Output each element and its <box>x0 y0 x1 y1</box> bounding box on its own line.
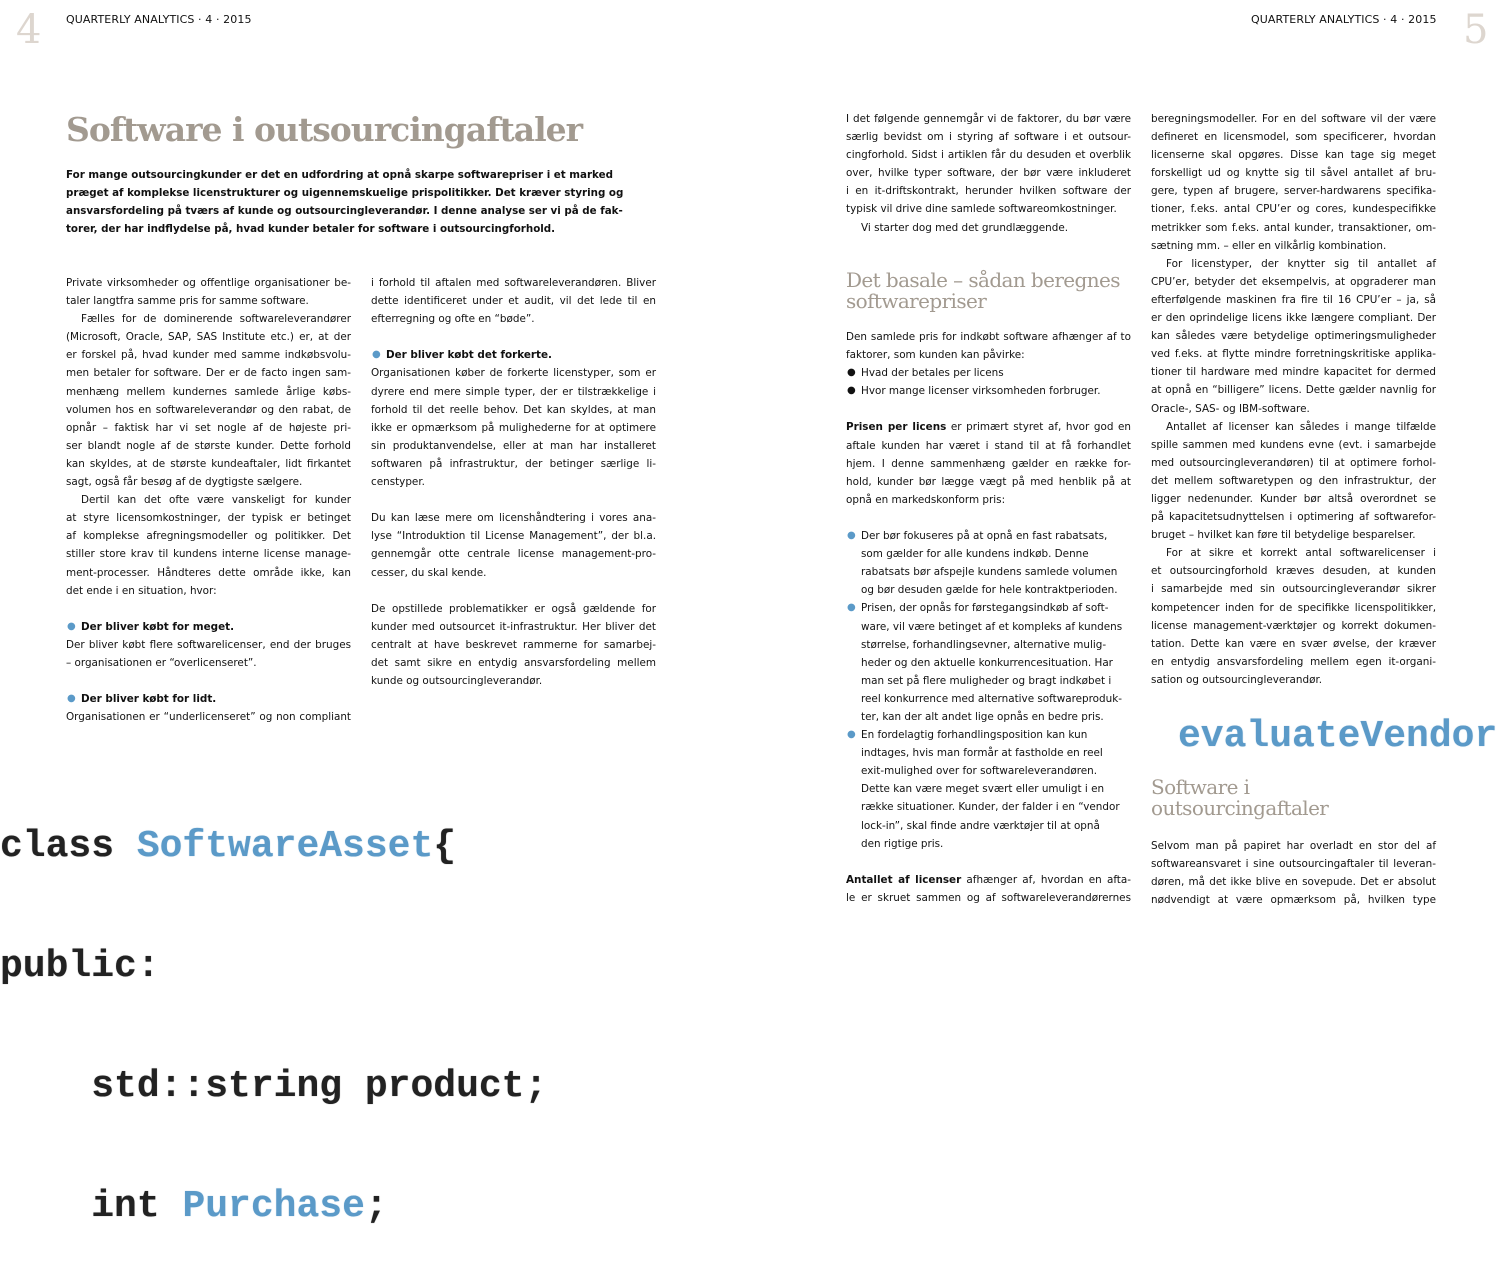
paragraph-line <box>66 419 351 437</box>
line-text: tioner til hardware med mindre kapacitet for dermed <box>1151 366 1436 379</box>
line-text: et outsourcingforhold kræves desuden, at kunden <box>1151 565 1436 578</box>
line-text: defineret en licensmodel, som specificerer, hvordan <box>1151 131 1436 144</box>
line-text: Dertil kan det ofte være vanskeligt for kunder <box>81 494 351 507</box>
paragraph-line <box>1151 146 1436 164</box>
line-text: I det følgende gennemgår vi de faktorer, du bør være <box>846 113 1131 125</box>
bullet-heading <box>66 618 351 636</box>
line-text: Private virksomheder og offentlige organisationer be- <box>66 277 351 289</box>
paragraph-line <box>846 328 1131 346</box>
code-graphic-evaluate-vendor: evaluateVendor <box>1178 715 1498 758</box>
paragraph-line <box>1151 219 1436 237</box>
paragraph-line <box>66 274 351 292</box>
list-item-line <box>846 672 1131 690</box>
paragraph-line <box>1151 855 1436 873</box>
list-item-text: Prisen, der opnås for førstegangsindkøb af soft- <box>861 602 1109 615</box>
paragraph-line <box>1151 182 1436 200</box>
line-text: at opnå en “billigere” licens. Dette gælder navnlig for <box>1151 384 1436 397</box>
line-text: kunde og outsourcingleverandør. <box>371 675 543 688</box>
line-text: Antallet af licenser kan således i mange tilfælde <box>1166 420 1436 433</box>
code-keyword: class <box>0 825 137 868</box>
paragraph-line <box>66 364 351 382</box>
line-text: hjem. I denne sammenhæng gælder en række for- <box>846 457 1131 470</box>
paragraph-line <box>371 292 656 310</box>
paragraph-line <box>371 364 656 382</box>
line-text: metrikker som f.eks. antal kunder, transaktioner, om- <box>1151 221 1436 234</box>
line-text: det mellem softwaretypen og den infrastruktur, der <box>1151 474 1436 487</box>
line-text: hold, kunder bør lægge vægt på med henblik på at <box>846 475 1131 488</box>
bullet-icon: ● <box>847 602 856 614</box>
paragraph-line <box>1151 255 1436 273</box>
bullet-icon: ● <box>67 693 76 705</box>
line-text: le er skruet sammen og af softwareleverandørernes <box>846 891 1131 904</box>
paragraph-line <box>371 419 656 437</box>
paragraph-line <box>371 509 656 527</box>
line-text: Du kan læse mere om licenshåndtering i vores ana- <box>371 512 656 525</box>
paragraph-line <box>1151 309 1436 327</box>
line-text: kan skyldes, at de største kundeaftaler, lidt firkantet <box>66 457 351 470</box>
line-text: døren, må det ikke blive en sovepude. Det er absolut <box>1151 876 1436 889</box>
page-number-right: 5 <box>1463 7 1489 53</box>
line-text: Oracle-, SAS- og IBM-software. <box>1151 402 1310 415</box>
line-text: taler langtfra samme pris for samme software. <box>66 295 309 308</box>
article-lead <box>66 166 666 238</box>
spacer <box>371 582 656 600</box>
spacer <box>846 509 1131 527</box>
list-item-line <box>846 780 1131 798</box>
paragraph-line <box>1151 635 1436 653</box>
line-text: Organisationen er “underlicenseret” og non compliant <box>66 711 351 724</box>
paragraph-line <box>846 889 1131 907</box>
list-item-text: exit-mulighed over for softwareleverandøren. <box>861 765 1098 778</box>
column-4-continued <box>1151 837 1436 909</box>
page-number-left: 4 <box>16 7 42 53</box>
code-graphic-class <box>0 747 547 1267</box>
line-text: forhold til det reelle behov. Det kan skyldes, at man <box>371 403 656 416</box>
line-text: lyse “Introduktion til License Management”, der bl.a. <box>371 530 656 543</box>
line-text: sation og outsourcingleverandør. <box>1151 673 1323 686</box>
line-text: Selvom man på papiret har overladt en stor del af <box>1151 840 1436 852</box>
line-text: menhæng mellem kundernes samlede årlige købs- <box>66 385 351 398</box>
line-text: dette identificeret under et audit, vil det lede til en <box>371 295 656 308</box>
line-text: forskelligt ud og knytte sig til såvel antallet af bru- <box>1151 167 1436 180</box>
paragraph-line <box>846 871 1131 889</box>
column-3-body <box>846 328 1131 907</box>
line-text: ment-processer. Håndteres dette område ikke, kan <box>66 566 351 579</box>
paragraph-line <box>846 146 1131 164</box>
list-item-line <box>846 636 1131 654</box>
code-semicolon: ; <box>364 1185 388 1228</box>
paragraph-line <box>1151 653 1436 671</box>
list-item-text: indtages, hvis man formår at fastholde en reel <box>861 747 1103 760</box>
paragraph-line <box>371 618 656 636</box>
column-2 <box>371 274 656 690</box>
paragraph-line <box>66 545 351 563</box>
list-item-line <box>846 708 1131 726</box>
paragraph-line <box>66 527 351 545</box>
line-text: gennemgår otte centrale license management-pro- <box>371 548 656 561</box>
list-item-text: Dette kan være meget svært eller umuligt i en <box>861 783 1105 796</box>
list-item-text: Hvor mange licenser virksomheden forbruger. <box>861 385 1101 398</box>
list-item-line <box>846 835 1131 853</box>
heading-line: Det basale – sådan beregnes <box>846 268 1120 292</box>
paragraph-line <box>1151 237 1436 255</box>
spacer <box>66 672 351 690</box>
line-text: men betaler for software. Der er de facto ingen sam- <box>66 367 351 380</box>
line-text: For licenstyper, der knytter sig til antallet af <box>1166 257 1436 270</box>
line-text: bruget – hvilket kan føre til betydelige besparelser. <box>1151 529 1416 542</box>
line-text: gere, typen af brugere, server-hardwarens specifika- <box>1151 185 1436 198</box>
paragraph-line <box>1151 400 1436 418</box>
line-text: Den samlede pris for indkøbt software afhænger af to <box>846 331 1131 343</box>
paragraph-line <box>371 383 656 401</box>
line-text: sætning mm. – eller en vilkårlig kombination. <box>1151 239 1387 252</box>
column-4 <box>1151 110 1436 689</box>
lead-line: ansvarsfordeling på tværs af kunde og outsourcingleverandør. I denne analyse ser vi på de fak- <box>66 205 623 218</box>
paragraph-line <box>1151 544 1436 562</box>
line-text: spille sammen med kundens evne (evt. i samarbejde <box>1151 438 1436 451</box>
line-text: aftale kunden har været i stand til at få forhandlet <box>846 439 1131 452</box>
paragraph-line <box>371 545 656 563</box>
paragraph-line <box>846 164 1131 182</box>
line-text: kompetencer inden for de specifikke licenspolitikker, <box>1151 601 1436 614</box>
line-text: De opstillede problematikker er også gældende for <box>371 602 656 615</box>
line-text: sin produktanvendelse, eller at man har installeret <box>371 439 656 452</box>
list-item-line <box>846 618 1131 636</box>
bullet-icon: ● <box>372 349 381 361</box>
list-item-text: den rigtige pris. <box>861 837 944 850</box>
line-text: kan således være betydelige optimeringsmuligheder <box>1151 330 1436 343</box>
code-type: int <box>0 1185 183 1228</box>
line-text: efterfølgende maskinen fra fire til 16 CPU’er – ja, så <box>1151 293 1436 306</box>
list-item-line <box>846 599 1131 617</box>
paragraph-line <box>1151 128 1436 146</box>
paragraph-line <box>1151 671 1436 689</box>
spacer <box>371 328 656 346</box>
list-item-line <box>846 581 1131 599</box>
running-head-left: QUARTERLY ANALYTICS · 4 · 2015 <box>66 13 252 26</box>
list-item-text: lock-in”, skal finde andre værktøjer til at opnå <box>861 819 1100 832</box>
paragraph-line <box>66 708 351 726</box>
line-text: centralt at have beskrevet rammerne for samarbej- <box>371 638 656 651</box>
column-3-intro <box>846 110 1131 237</box>
line-text: For at sikre et korrekt antal softwarelicenser i <box>1166 547 1436 560</box>
bullet-icon: ● <box>67 620 76 632</box>
paragraph-line <box>846 437 1131 455</box>
line-text: opnår – faktisk har vi set nogle af de højeste pri- <box>66 421 351 434</box>
list-item-text: Hvad der betales per licens <box>861 367 1004 380</box>
list-item-text: som gælder for alle kundens indkøb. Denne <box>861 548 1089 561</box>
list-item-line <box>846 744 1131 762</box>
line-text: afhænger af, hvordan en afta- <box>961 873 1131 886</box>
bullet-heading-text: Der bliver købt for lidt. <box>81 693 217 706</box>
paragraph-line <box>1151 110 1436 128</box>
paragraph-line <box>371 600 656 618</box>
line-text: softwaren på infrastruktur, der betinger særlige li- <box>371 457 656 470</box>
list-item-text: Der bør fokuseres på at opnå en fast rabatsats, <box>861 530 1108 543</box>
paragraph-line <box>846 200 1131 218</box>
section-heading-software <box>1151 777 1328 819</box>
list-item <box>846 364 1131 382</box>
paragraph-line <box>846 491 1131 509</box>
list-item-line <box>846 762 1131 780</box>
line-text: Fælles for de dominerende softwareleverandører <box>81 313 351 326</box>
paragraph-line <box>1151 164 1436 182</box>
paragraph-line <box>1151 508 1436 526</box>
list-item-text: heder og den aktuelle konkurrencesituation. Har <box>861 656 1113 669</box>
lead-line: torer, der har indflydelse på, hvad kunder betaler for software i outsourcingforhold. <box>66 223 556 236</box>
paragraph-line <box>371 455 656 473</box>
list-item-text: række situationer. Kunder, der falder i en “vendor <box>861 801 1120 814</box>
bullet-heading <box>66 690 351 708</box>
line-text: efterregning og ofte en “bøde”. <box>371 313 535 326</box>
paragraph-line <box>846 418 1131 436</box>
line-text: ser blandt nogle af de største kunder. Dette forhold <box>66 439 351 452</box>
bullet-heading <box>371 346 656 364</box>
list-item-text: ware, vil være betinget af et kompleks af kundens <box>861 620 1123 633</box>
paragraph-line <box>66 473 351 491</box>
paragraph-line <box>846 473 1131 491</box>
line-text: i en it-driftskontrakt, herunder hvilken software der <box>846 185 1131 198</box>
paragraph-line <box>371 274 656 292</box>
line-text: det samt sikre en entydig ansvarsfordeling mellem <box>371 656 656 669</box>
heading-line: outsourcingaftaler <box>1151 796 1329 820</box>
list-item <box>846 382 1131 400</box>
list-item-line <box>846 545 1131 563</box>
paragraph-line <box>371 527 656 545</box>
list-item-text: reel konkurrence med alternative softwareproduk- <box>861 692 1122 705</box>
line-text: sagt, også får besøg af de dygtigste sælgere. <box>66 476 303 489</box>
article-title: Software i outsourcingaftaler <box>66 110 582 149</box>
lead-term: Antallet af licenser <box>846 873 962 886</box>
bullet-heading-text: Der bliver købt det forkerte. <box>386 349 552 362</box>
paragraph-line <box>1151 526 1436 544</box>
spacer <box>371 491 656 509</box>
paragraph-line <box>1151 291 1436 309</box>
paragraph-line <box>66 455 351 473</box>
paragraph-line <box>66 328 351 346</box>
paragraph-line <box>371 401 656 419</box>
paragraph-line <box>66 310 351 328</box>
line-text: opnå en markedskonform pris: <box>846 493 1006 506</box>
spacer <box>846 853 1131 871</box>
list-item-line <box>846 817 1131 835</box>
line-text: er den oprindelige licens ikke længere compliant. Der <box>1151 312 1436 325</box>
line-text: – organisationen er “overlicenseret”. <box>66 656 257 669</box>
line-text: kunder med outsourcet it-infrastruktur. Her bliver det <box>371 620 656 633</box>
line-text: softwareansvaret i sine outsourcingaftaler til leveran- <box>1151 858 1436 871</box>
line-text: ligger nedenunder. Kunder bør altså overordnet se <box>1151 492 1436 505</box>
line-text: beregningsmodeller. For en del software vil der være <box>1151 113 1436 125</box>
paragraph-line <box>846 110 1131 128</box>
paragraph-line <box>1151 490 1436 508</box>
line-text: tation. Dette kan være en svær øvelse, der kræver <box>1151 637 1436 650</box>
paragraph-line <box>1151 837 1436 855</box>
paragraph-line <box>1151 472 1436 490</box>
line-text: det ende i en situation, hvor: <box>66 584 217 597</box>
paragraph-line <box>66 401 351 419</box>
bullet-icon: ● <box>847 385 856 397</box>
lead-line: For mange outsourcingkunder er det en udfordring at opnå skarpe softwarepriser i et marked <box>66 169 613 181</box>
line-text: er primært styret af, hvor god en <box>946 421 1131 434</box>
paragraph-line <box>1151 454 1436 472</box>
paragraph-line <box>1151 418 1436 436</box>
bullet-icon: ● <box>847 530 856 542</box>
lead-line: præget af komplekse licenstrukturer og uigennemskuelige prispolitikker. Det kræver styring og <box>66 187 624 200</box>
line-text: (Microsoft, Oracle, SAP, SAS Institute etc.) er, at der <box>66 331 351 344</box>
section-heading-basics <box>846 270 1120 312</box>
line-text: censtyper. <box>371 476 425 489</box>
paragraph-line <box>66 346 351 364</box>
list-item-line <box>846 563 1131 581</box>
line-text: licenserne skal opgøres. Disse kan tage sig meget <box>1151 149 1436 162</box>
code-line: std::string product; <box>0 1065 548 1108</box>
list-item-text: og bør desuden gælde for hele kontraktperioden. <box>861 584 1118 597</box>
bullet-icon: ● <box>847 729 856 741</box>
line-text: over, hvilke typer software, der bør være inkluderet <box>846 167 1131 180</box>
paragraph-line <box>846 182 1131 200</box>
list-item-text: En fordelagtig forhandlingsposition kan kun <box>861 729 1088 742</box>
line-text: stiller store krav til kundens interne license manage- <box>66 548 351 561</box>
line-text: med outsourcingleverandøren) til at optimere forhol- <box>1151 456 1436 469</box>
line-text: Vi starter dog med det grundlæggende. <box>861 221 1069 234</box>
paragraph-line <box>66 654 351 672</box>
paragraph-line <box>1151 599 1436 617</box>
line-text: tioner, f.eks. antal CPU’er og cores, kundespecifikke <box>1151 203 1436 216</box>
paragraph-line <box>1151 200 1436 218</box>
paragraph-line <box>66 437 351 455</box>
line-text: i samarbejde med sin outsourcingleverandør sikrer <box>1151 583 1436 596</box>
heading-line: Software i <box>1151 775 1250 799</box>
list-item-text: ter, kan der alt andet lige opnås en bedre pris. <box>861 710 1104 723</box>
list-item-text: man set på flere muligheder og bragt indkøbet i <box>861 674 1112 687</box>
line-text: ved f.eks. at flytte mindre forretningskritiske applika- <box>1151 348 1436 361</box>
line-text: er forskel på, hvad kunder med samme indkøbsvolu- <box>66 349 351 362</box>
line-text: Organisationen køber de forkerte licenstyper, som er <box>371 367 656 380</box>
line-text: volumen hos en softwareleverandør og den rabat, de <box>66 403 351 416</box>
line-text: nødvendigt at være opmærksom på, hvilken type <box>1151 894 1436 907</box>
paragraph-line <box>66 491 351 509</box>
bullet-heading-text: Der bliver købt for meget. <box>81 620 235 633</box>
paragraph-line <box>66 383 351 401</box>
paragraph-line <box>371 636 656 654</box>
paragraph-line <box>846 346 1131 364</box>
line-text: en entydig ansvarsfordeling mellem egen it-organi- <box>1151 655 1436 668</box>
paragraph-line <box>371 654 656 672</box>
paragraph-line <box>846 219 1131 237</box>
code-line: public: <box>0 945 160 988</box>
paragraph-line <box>371 473 656 491</box>
line-text: dyrere end mere simple typer, der er tilstrækkelige i <box>371 385 656 398</box>
paragraph-line <box>66 509 351 527</box>
paragraph-line <box>66 292 351 310</box>
lead-term: Prisen per licens <box>846 421 947 434</box>
running-head-right: QUARTERLY ANALYTICS · 4 · 2015 <box>1251 13 1437 26</box>
paragraph-line <box>66 636 351 654</box>
paragraph-line <box>66 582 351 600</box>
line-text: typisk vil drive dine samlede softwareomkostninger. <box>846 203 1117 216</box>
line-text: af komplekse afregningsmodeller og politikker. Det <box>66 530 351 543</box>
list-item-line <box>846 690 1131 708</box>
line-text: license management-værktøjer og korrekt dokumen- <box>1151 619 1436 632</box>
line-text: ikke er opmærksom på mulighederne for at optimere <box>371 421 656 434</box>
paragraph-line <box>1151 363 1436 381</box>
paragraph-line <box>1151 580 1436 598</box>
line-text: cesser, du skal kende. <box>371 566 487 579</box>
bullet-icon: ● <box>847 367 856 379</box>
paragraph-line <box>371 310 656 328</box>
paragraph-line <box>1151 273 1436 291</box>
paragraph-line <box>1151 436 1436 454</box>
line-text: CPU’er, betyder det eksempelvis, at opgraderer man <box>1151 275 1436 288</box>
paragraph-line <box>1151 873 1436 891</box>
line-text: Der bliver købt flere softwarelicenser, end der bruges <box>66 638 351 651</box>
code-brace: { <box>433 825 457 868</box>
paragraph-line <box>66 564 351 582</box>
paragraph-line <box>371 564 656 582</box>
paragraph-line <box>1151 562 1436 580</box>
spacer <box>66 600 351 618</box>
list-item-text: størrelse, forhandlingsevner, alternative mulig- <box>861 638 1107 651</box>
paragraph-line <box>1151 381 1436 399</box>
paragraph-line <box>1151 891 1436 909</box>
paragraph-line <box>846 455 1131 473</box>
line-text: i forhold til aftalen med softwareleverandøren. Bliver <box>371 277 656 289</box>
list-item-line <box>846 654 1131 672</box>
code-member-name: Purchase <box>182 1185 365 1228</box>
line-text: at styre licensomkostninger, der typisk er betinget <box>66 512 351 525</box>
paragraph-line <box>371 437 656 455</box>
code-class-name: SoftwareAsset <box>136 825 434 868</box>
list-item-line <box>846 726 1131 744</box>
heading-line: softwarepriser <box>846 289 987 313</box>
line-text: på kapacitetsudnyttelsen i optimering af softwarefor- <box>1151 511 1436 524</box>
list-item-line <box>846 798 1131 816</box>
paragraph-line <box>846 128 1131 146</box>
paragraph-line <box>1151 345 1436 363</box>
list-item-line <box>846 527 1131 545</box>
column-1 <box>66 274 351 726</box>
line-text: faktorer, som kunden kan påvirke: <box>846 349 1025 362</box>
list-item-text: rabatsats bør afspejle kundens samlede volumen <box>861 566 1118 579</box>
paragraph-line <box>1151 617 1436 635</box>
paragraph-line <box>1151 327 1436 345</box>
paragraph-line <box>371 672 656 690</box>
line-text: særlig bevidst om i styring af software i et outsour- <box>846 131 1131 144</box>
spacer <box>846 400 1131 418</box>
line-text: cingforhold. Sidst i artiklen får du desuden et overblik <box>846 149 1131 162</box>
